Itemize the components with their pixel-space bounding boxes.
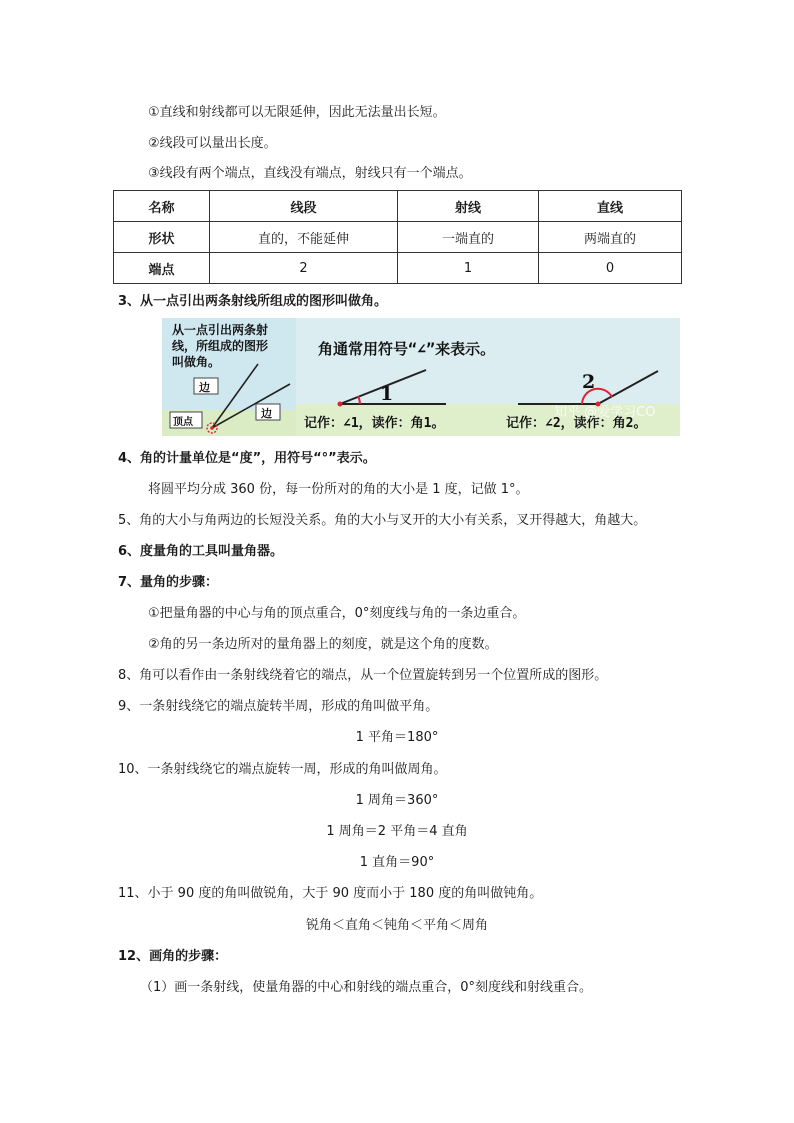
- item-6: 6、度量角的工具叫量角器。: [118, 544, 284, 559]
- table-row-label: 端点: [114, 253, 210, 284]
- item-7-step-b: ②角的另一条边所对的量角器上的刻度，就是这个角的度数。: [148, 637, 498, 652]
- table-cell: 2: [210, 253, 398, 284]
- item-11-equation: 锐角＜直角＜钝角＜平角＜周角: [305, 918, 488, 933]
- angle-definition-figure: [162, 318, 296, 436]
- item-4-sub: 将圆平均分成 360 份，每一份所对的角的大小是 1 度，记做 1°。: [148, 482, 529, 497]
- item-5: 5、角的大小与角两边的长短没关系。角的大小与叉开的大小有关系，叉开得越大，角越大。: [118, 513, 647, 528]
- table-row: [114, 253, 682, 284]
- table-header-cell: 线段: [210, 191, 398, 222]
- figure-caption-line-2: 线，所组成的图形: [172, 339, 269, 353]
- angle-symbol-figure: [296, 318, 680, 436]
- item-10-equation-3: 1 直角＝90°: [359, 855, 435, 870]
- table-header-cell: 直线: [539, 191, 682, 222]
- table-cell: 直的，不能延伸: [210, 222, 398, 253]
- table-cell: 1: [398, 253, 539, 284]
- item-9-equation: 1 平角＝180°: [355, 730, 439, 745]
- item-12: 12、画角的步骤：: [118, 949, 228, 964]
- angle2-note: 记作：∠2，读作：角2。: [506, 416, 647, 431]
- line-comparison-table: [113, 190, 682, 284]
- angle2-number: 2: [582, 371, 596, 393]
- angle1-number: 1: [380, 383, 394, 405]
- table-row-label: 形状: [114, 222, 210, 253]
- angle-symbol-title: 角通常用符号“∠”来表示。: [318, 340, 496, 358]
- item-10-equation-1: 1 周角＝360°: [355, 793, 439, 808]
- item-4-text: 4、角的计量单位是“度”，用符号“°”表示。: [118, 451, 376, 466]
- table-header-row: [114, 191, 682, 222]
- item-12-step-1: （1）画一条射线，使量角器的中心和射线的端点重合，0°刻度线和射线重合。: [140, 980, 593, 995]
- table-header-cell: 射线: [398, 191, 539, 222]
- item-8: 8、角可以看作由一条射线绕着它的端点，从一个位置旋转到另一个位置所成的图形。: [118, 668, 608, 683]
- intro-line-3: ③线段有两个端点，直线没有端点，射线只有一个端点。: [148, 166, 472, 181]
- item-10: 10、一条射线绕它的端点旋转一周，形成的角叫做周角。: [118, 762, 447, 777]
- watermark-text: 知乎 @爱学习CO: [554, 405, 656, 420]
- item-4: [118, 450, 376, 468]
- figure-caption-line-3: 叫做角。: [172, 355, 221, 369]
- item-7-step-a: ①把量角器的中心与角的顶点重合，0°刻度线与角的一条边重合。: [148, 606, 526, 621]
- intro-line-2: ②线段可以量出长度。: [148, 136, 277, 151]
- table-header-cell: 名称: [114, 191, 210, 222]
- item-9: 9、一条射线绕它的端点旋转半周，形成的角叫做平角。: [118, 699, 439, 714]
- item-7: 7、量角的步骤：: [118, 575, 219, 590]
- table-cell: 两端直的: [539, 222, 682, 253]
- item-11: 11、小于 90 度的角叫做锐角，大于 90 度而小于 180 度的角叫做钝角。: [118, 886, 543, 901]
- angle1-note: 记作：∠1，读作：角1。: [304, 416, 445, 431]
- figure-caption-line-1: 从一点引出两条射: [172, 323, 269, 337]
- vertex-label: 顶点: [173, 417, 193, 428]
- side-label-2: 边: [261, 407, 272, 420]
- table-row: [114, 222, 682, 253]
- item-3-heading: 3、从一点引出两条射线所组成的图形叫做角。: [118, 294, 388, 309]
- intro-line-1: ①直线和射线都可以无限延伸，因此无法量出长短。: [148, 105, 446, 120]
- item-10-equation-2: 1 周角＝2 平角＝4 直角: [326, 824, 468, 839]
- table-cell: 一端直的: [398, 222, 539, 253]
- side-label-1: 边: [199, 381, 210, 394]
- table-cell: 0: [539, 253, 682, 284]
